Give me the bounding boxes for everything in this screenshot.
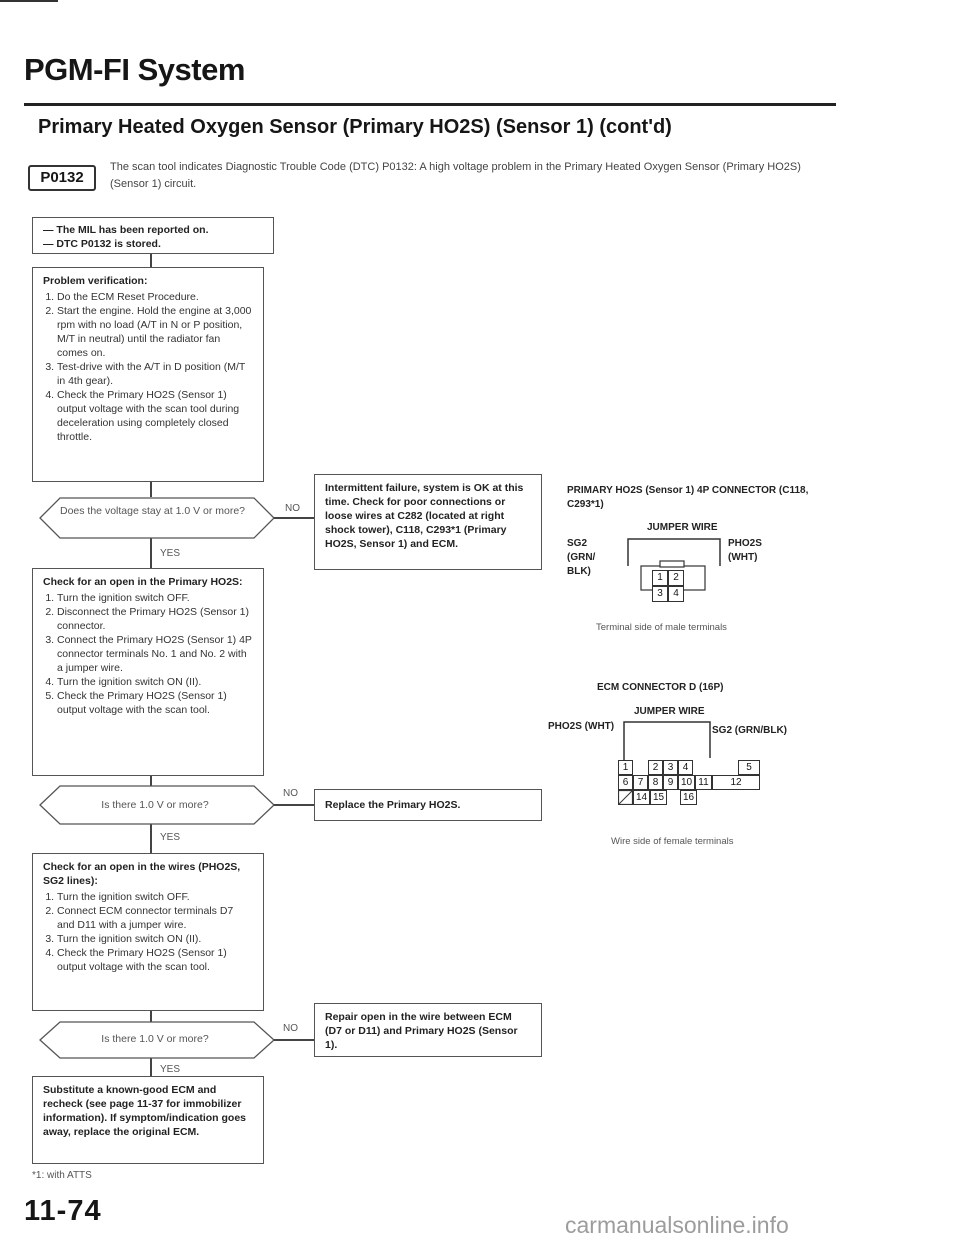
decision-1-yes-label: YES (160, 548, 181, 559)
verification-step: 3. Test-drive with the A/T in D position (M/T in 4th gear). (57, 360, 253, 388)
connector-line (150, 481, 152, 497)
watermark-text: carmanualsonline.info (565, 1212, 789, 1238)
start-line-1: — The MIL has been reported on. (43, 224, 209, 236)
decision-3-no-label: NO (283, 1023, 298, 1034)
ecm-pin-10: 10 (678, 775, 695, 790)
connector-line (150, 538, 152, 568)
start-box (32, 217, 274, 254)
page-number: 11-74 (24, 1195, 102, 1227)
repair-text: Repair open in the wire between ECM (D7 or D11) and Primary HO2S (Sensor 1). (325, 1011, 518, 1051)
decision-3-yes-label: YES (160, 1064, 181, 1075)
substitute-text: Substitute a known-good ECM and recheck (see page 11-37 for immobilizer information). If symptom/indication goes away, replace the original ECM. (43, 1084, 247, 1138)
connector-line (274, 804, 314, 806)
ecm-pin-3: 3 (663, 760, 678, 775)
ecm-blank-cavity (618, 790, 633, 805)
ecm-pin-12: 12 (712, 775, 760, 790)
check-open-step: 1. Turn the ignition switch OFF. (57, 591, 253, 605)
verification-step: 1. Do the ECM Reset Procedure. (57, 290, 253, 304)
ecm-pin-9: 9 (663, 775, 678, 790)
connector-line (274, 1039, 314, 1041)
ho2s-pho2s-label: PHO2S (WHT) (728, 538, 762, 563)
check-wires-step: 1. Turn the ignition switch OFF. (57, 890, 253, 904)
check-open-heading: Check for an open in the Primary HO2S: (43, 576, 243, 588)
ho2s-pin-1: 1 (652, 570, 668, 586)
decision-diamond-1 (32, 496, 282, 540)
check-open-step: 3. Connect the Primary HO2S (Sensor 1) 4P connector terminals No. 1 and No. 2 with a jumper wire. (57, 633, 253, 675)
top-corner-mark (0, 0, 58, 2)
ho2s-pin-4: 4 (668, 586, 684, 602)
replace-text: Replace the Primary HO2S. (325, 799, 461, 811)
decision-1-no-label: NO (285, 503, 300, 514)
ecm-pin-7: 7 (633, 775, 648, 790)
dtc-code-box: P0132 (28, 165, 96, 191)
ecm-pin-14: 14 (633, 790, 650, 805)
page-header-title: PGM-FI System (24, 52, 245, 87)
connector-line (150, 823, 152, 853)
ecm-pin-8: 8 (648, 775, 663, 790)
check-wires-step: 3. Turn the ignition switch ON (II). (57, 932, 253, 946)
intermittent-text: Intermittent failure, system is OK at this time. Check for poor connections or loose wires at C282 (located at right shock tower), C118, C293*1 (Primary HO2S, Sensor 1) and ECM. (325, 482, 524, 550)
replace-sensor-box (314, 789, 542, 821)
decision-2-yes-label: YES (160, 832, 181, 843)
ho2s-connector-caption: Terminal side of male terminals (596, 622, 727, 633)
check-open-step: 4. Turn the ignition switch ON (II). (57, 675, 253, 689)
check-wires-heading: Check for an open in the wires (PHO2S, SG2 lines): (43, 861, 241, 887)
check-open-step: 5. Check the Primary HO2S (Sensor 1) output voltage with the scan tool. (57, 689, 253, 717)
ecm-jumper-label: JUMPER WIRE (634, 706, 705, 717)
check-open-wires-box (32, 853, 264, 1011)
footnote: *1: with ATTS (32, 1170, 92, 1181)
start-line-2: — DTC P0132 is stored. (43, 238, 161, 250)
check-open-step: 2. Disconnect the Primary HO2S (Sensor 1) connector. (57, 605, 253, 633)
verification-heading: Problem verification: (43, 275, 148, 287)
check-open-ho2s-box (32, 568, 264, 776)
ecm-pin-15: 15 (650, 790, 667, 805)
section-title: Primary Heated Oxygen Sensor (Primary HO2S) (Sensor 1) (cont'd) (38, 116, 672, 138)
ho2s-pin-2: 2 (668, 570, 684, 586)
ho2s-jumper-label: JUMPER WIRE (647, 522, 718, 533)
ho2s-pin-3: 3 (652, 586, 668, 602)
header-rule (24, 103, 836, 106)
ecm-pin-11: 11 (695, 775, 712, 790)
ecm-pin-6: 6 (618, 775, 633, 790)
ecm-pin-4: 4 (678, 760, 693, 775)
ecm-pho2s-label: PHO2S (WHT) (548, 721, 615, 732)
ecm-connector-caption: Wire side of female terminals (611, 836, 734, 847)
check-wires-step: 4. Check the Primary HO2S (Sensor 1) output voltage with the scan tool. (57, 946, 253, 974)
ho2s-sg2-label: SG2 (GRN/ BLK) (567, 538, 596, 577)
intro-text: The scan tool indicates Diagnostic Trouble Code (DTC) P0132: A high voltage problem in the Primary Heated Oxygen Sensor (Primary HO2S) (Sensor 1) circuit. (110, 161, 801, 190)
substitute-ecm-box (32, 1076, 264, 1164)
decision-2-no-label: NO (283, 788, 298, 799)
verification-step: 4. Check the Primary HO2S (Sensor 1) output voltage with the scan tool during deceleration using completely closed throttle. (57, 388, 253, 444)
decision-2-question: Is there 1.0 V or more? (101, 799, 209, 811)
connector-line (274, 517, 314, 519)
intermittent-failure-box (314, 474, 542, 570)
ecm-pin-5: 5 (738, 760, 760, 775)
problem-verification-box (32, 267, 264, 482)
repair-open-wire-box (314, 1003, 542, 1057)
connector-line (150, 253, 152, 267)
ecm-pin-1: 1 (618, 760, 633, 775)
check-wires-step: 2. Connect ECM connector terminals D7 and D11 with a jumper wire. (57, 904, 253, 932)
verification-step: 2. Start the engine. Hold the engine at 3,000 rpm with no load (A/T in N or P position, M/T in neutral) until the radiator fan comes on. (57, 304, 253, 360)
decision-3-question: Is there 1.0 V or more? (101, 1033, 209, 1045)
decision-1-question: Does the voltage stay at 1.0 V or more? (60, 505, 246, 517)
ecm-connector-title: ECM CONNECTOR D (16P) (597, 682, 724, 693)
ecm-pin-2: 2 (648, 760, 663, 775)
ecm-sg2-label: SG2 (GRN/BLK) (712, 725, 787, 736)
ho2s-connector-title: PRIMARY HO2S (Sensor 1) 4P CONNECTOR (C118, C293*1) (567, 485, 809, 510)
ecm-pin-16: 16 (680, 790, 697, 805)
